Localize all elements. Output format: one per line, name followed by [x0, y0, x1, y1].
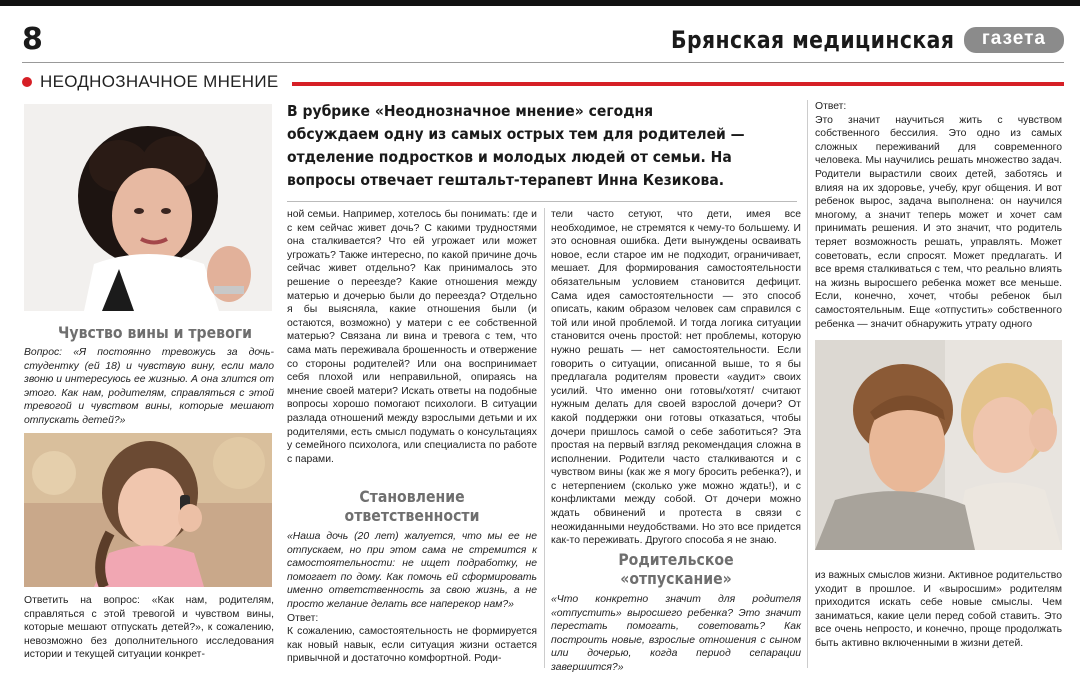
section1-heading: Чувство вины и тревоги [58, 323, 252, 342]
section3-body [551, 593, 801, 675]
column-divider-3 [807, 100, 808, 668]
girl-with-phone-photo [24, 433, 272, 587]
col2-continuation: ной семьи. Например, хотелось бы понимать: где и с кем сейчас живет дочь? С какими трудностями она сталкивается? Что ей угрожает или может угрожать? Также интересно, по какой причине дочь сейчас живет отдельно? Как принималось это решение о переезде? Какие отношения между матерью и дочерью были до переезда? Отдельно я бы выясняла, какие отношения были (и остаются, возможно) у матери с ее собственной матерью? Связана ли вина и тревога с тем, что сама мать переживала брошенность и отвержение со стороны родителей? Или она воспринимает себя плохой или неправильной, опираясь на мнение своей матери? Искать ответы на подобные вопросы хорошо помогают психологи. В ситуации разлада отношений между взрослыми детьми и их родителями, есть смысл подумать о консультациях у семейного психолога, или специалиста по работе с парами. [287, 209, 537, 465]
section1-question-block [24, 346, 274, 428]
col3-text: тели часто сетуют, что дети, имея все необходимое, не стремятся к чему-то большему. И это основная ошибка. Дети вынуждены осваивать новое, если старое им не подходит, ограничивает, мешает. Для формирования самостоятельности обязательным условием становится дефицит. Сама идея самостоятельности — это способ описать, каким образом человек сам справился с той или иной проблемой. И тогда логика ситуации становится очень простой: нет проблемы, которую нужно решать — нет самостоятельности. Если говорить о ситуации, описанной выше, то я бы предлагала родителям провести «аудит» своих усилий. Что именно они готовы/хотят/ считают нужным делать для своей взрослой дочери? От какой поддержки они готовы отказаться, чтобы дочери пришлось самой о себе заботиться? Эта простая на первый взгляд рекомендация сложна в исполнении. Родители часто сталкиваются и с чувством вины (как же я могу бросить ребенка?), и с нетерпением (сколько уже можно ждать!), и с конфликтами между собой. От дочери можно ждать обвинений и протеста в связи с неожиданными неудобствами. Но это все придется как-то переживать. Другого способа я не знаю. [551, 209, 801, 547]
section3-heading: Родительское «отпускание» [618, 550, 734, 588]
section1-answer-block [24, 594, 274, 662]
masthead [621, 26, 1064, 54]
section2-answer-label: Ответ: [287, 612, 319, 624]
therapist-portrait-photo [24, 104, 272, 311]
masthead-badge: газета [964, 27, 1064, 53]
column-4-text [815, 100, 1062, 331]
section2-body [287, 530, 537, 666]
section1-question: Вопрос: «Я постоянно тревожусь за дочь-студентку (ей 18) и чувствую вину, если мало звоню и интересуюсь ее жизнью. А она злится от этого. Как нам, родителям, справляться с этой тревогой и чувством вины, которые мешают отпускать детей?» [24, 347, 274, 426]
rubric-bullet-icon [22, 77, 32, 87]
rubric-label: НЕОДНОЗНАЧНОЕ МНЕНИЕ [40, 72, 279, 91]
section2-heading: Становление ответственности [344, 487, 480, 525]
column-4-text-bottom [815, 569, 1062, 651]
col4-answer-label: Ответ: [815, 101, 847, 112]
teen-and-mother-photo [815, 340, 1062, 550]
column-2-text [287, 208, 537, 466]
masthead-title: Брянская медицинская [670, 26, 954, 54]
section2-question: «Наша дочь (20 лет) жалуется, что мы ее не отпускаем, но при этом сама не стремится к самостоятельности: не ищет подработку, не помогает по дому. Как помочь ей сформировать именно ответственность за свою жизнь, а не просто желание делать все наперекор нам?» [287, 531, 537, 610]
rubric [22, 72, 279, 92]
rubric-red-rule [292, 82, 1064, 86]
top-black-bar [0, 0, 1080, 6]
page-number: 8 [22, 22, 43, 57]
column-3-text [551, 208, 801, 548]
col4-text-bottom: из важных смыслов жизни. Активное родительство уходит в прошлое. И «выросшим» родителям приходится искать себе новые смыслы. Чем заниматься, какие цели перед собой ставить. Это все очень непросто, и конечно, проще продолжать быть активно включенными в жизни детей. [815, 570, 1062, 649]
lead-divider [287, 201, 797, 202]
header-divider [22, 62, 1064, 63]
column-divider-2 [544, 208, 545, 668]
col4-text-top: Это значит научиться жить с чувством собственного бессилия. Это одно из самых сложных переживаний для современного человека. Мы научились решать множество задач. Родители вырастили своих детей, заботясь и влияя на их здоровье, учебу, круг общения. И вот ребенок вырос, задача выполнена: он научился многому, а значит теперь может и хочет сам принимать решения. И это значит, что родитель теряет возможность решать, управлять. Может советовать, если спросят. Может предлагать. И все время сталкиваться с тем, что реально влиять на жизнь выросшего ребенка может все меньше. Если, конечно, хочет, чтобы ребенок был самостоятельным. Еще «отпустить» собственного ребенка — значит обнаружить утрату одного [815, 114, 1062, 330]
section1-answer-start: Ответить на вопрос: «Как нам, родителям, справляться с этой тревогой и чувством вины, которые мешают отпускать детей?», к сожалению, невозможно без дополнительного исследования истории и текущей ситуации конкрет- [24, 595, 274, 661]
section2-answer: К сожалению, самостоятельность не формируется как новый навык, если ситуация жизни остается привычной и достаточно комфортной. Роди- [287, 626, 537, 665]
section3-question: «Что конкретно значит для родителя «отпустить» выросшего ребенка? Это значит перестать помогать, советовать? Как построить новые, взрослые отношения с сыном или дочерью, когда период сепарации завершится?» [551, 594, 801, 673]
lead-paragraph: В рубрике «Неоднозначное мнение» сегодня обсуждаем одну из самых острых тем для родителей — отделение подростков и молодых людей от семьи. На вопросы отвечает гештальт-терапевт Инна Кезикова. [287, 102, 745, 189]
